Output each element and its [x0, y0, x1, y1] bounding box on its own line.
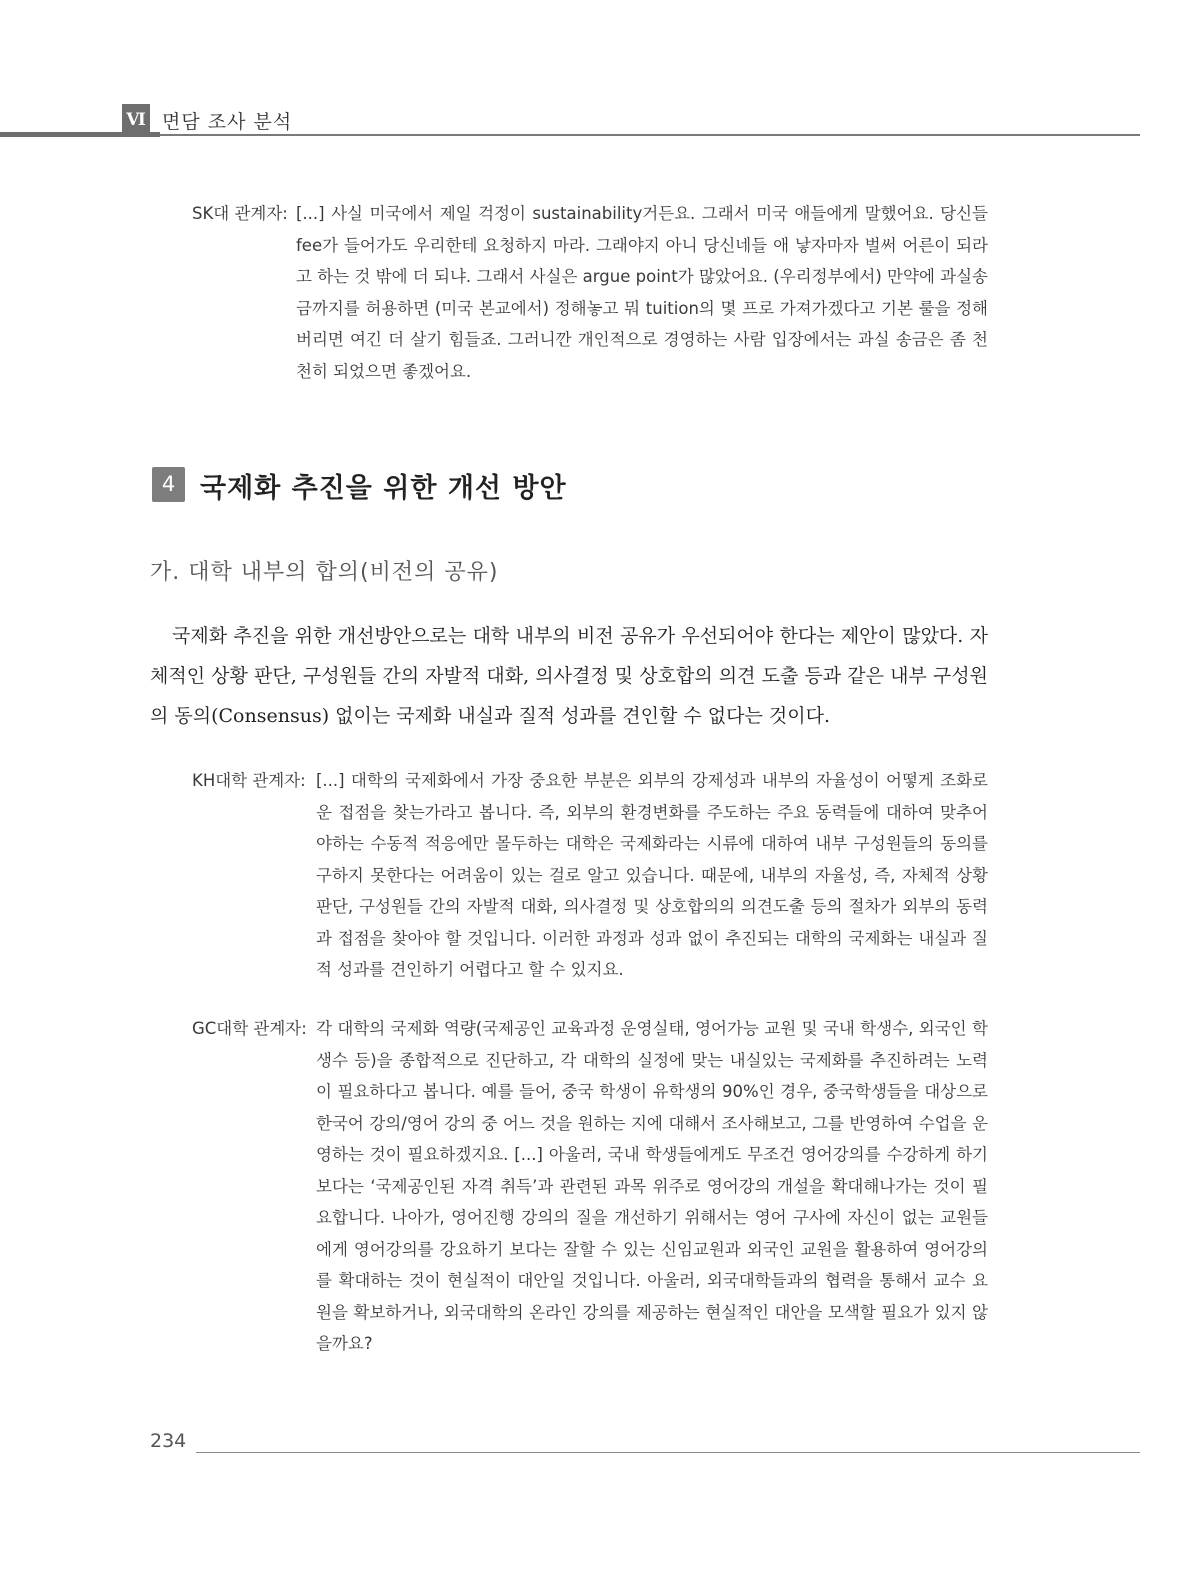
chapter-badge: Ⅵ: [122, 104, 150, 137]
speaker-label: SK대 관계자:: [192, 204, 288, 223]
interview-quote-kh: [192, 765, 988, 985]
header-rule: [0, 134, 1140, 136]
speaker-label: GC대학 관계자:: [192, 1019, 307, 1038]
interview-quote-sk: [192, 198, 988, 388]
subsection-title: 가. 대학 내부의 합의(비전의 공유): [150, 560, 499, 585]
section-number-badge: 4: [152, 467, 185, 502]
page-number: 234: [150, 1430, 187, 1452]
footer-rule: [196, 1452, 1140, 1453]
body-paragraph: 국제화 추진을 위한 개선방안으로는 대학 내부의 비전 공유가 우선되어야 한다는 제안이 많았다. 자체적인 상황 판단, 구성원들 간의 자발적 대화, 의사결정 및 상호합의 의견 도출 등과 같은 내부 구성원의 동의(Consensus) 없이는 국제화 내실과 질적 성과를 견인할 수 없다는 것이다.: [150, 625, 988, 727]
quote-text: 각 대학의 국제화 역량(국제공인 교육과정 운영실태, 영어가능 교원 및 국내 학생수, 외국인 학생수 등)을 종합적으로 진단하고, 각 대학의 실정에 맞는 내실있는 국제화를 추진하려는 노력이 필요하다고 봅니다. 예를 들어, 중국 학생이 유학생의 90%인 경우, 중국학생들을 대상으로 한국어 강의/영어 강의 중 어느 것을 원하는 지에 대해서 조사해보고, 그를 반영하여 수업을 운영하는 것이 필요하겠지요. [...] 아울러, 국내 학생들에게도 무조건 영어강의를 수강하게 하기 보다는 ‘국제공인된 자격 취득’과 관련된 과목 위주로 영어강의 개설을 확대해나가는 것이 필요합니다. 나아가, 영어진행 강의의 질을 개선하기 위해서는 영어 구사에 자신이 없는 교원들에게 영어강의를 강요하기 보다는 잘할 수 있는 신임교원과 외국인 교원을 활용하여 영어강의를 확대하는 것이 현실적이 대안일 것입니다. 아울러, 외국대학들과의 협력을 통해서 교수 요원을 확보하거나, 외국대학의 온라인 강의를 제공하는 현실적인 대안을 모색할 필요가 있지 않을까요?: [316, 1019, 988, 1353]
quote-text: [...] 사실 미국에서 제일 걱정이 sustainability거든요. 그래서 미국 애들에게 말했어요. 당신들 fee가 들어가도 우리한테 요청하지 마라. 그래야지 아니 당신네들 애 낳자마자 벌써 어른이 되라고 하는 것 밖에 더 되냐. 그래서 사실은 argue point가 많았어요. (우리정부에서) 만약에 과실송금까지를 허용하면 (미국 본교에서) 정해놓고 뭐 tuition의 몇 프로 가져가겠다고 기본 룰을 정해버리면 여긴 더 살기 힘들죠. 그러니깐 개인적으로 경영하는 사람 입장에서는 과실 송금은 좀 천천히 되었으면 좋겠어요.: [296, 204, 988, 381]
speaker-label: KH대학 관계자:: [192, 771, 306, 790]
interview-quote-gc: [192, 1013, 988, 1363]
chapter-title: 면담 조사 분석: [162, 111, 293, 133]
section-title: 국제화 추진을 위한 개선 방안: [200, 473, 567, 504]
running-header: [0, 104, 1182, 138]
quote-text: [...] 대학의 국제화에서 가장 중요한 부분은 외부의 강제성과 내부의 자율성이 어떻게 조화로운 접점을 찾는가라고 봅니다. 즉, 외부의 환경변화를 주도하는 주요 동력들에 대하여 맞추어야하는 수동적 적응에만 몰두하는 대학은 국제화라는 시류에 대하여 내부 구성원들의 동의를 구하지 못한다는 어려움이 있는 걸로 알고 있습니다. 때문에, 내부의 자율성, 즉, 자체적 상황 판단, 구성원들 간의 자발적 대화, 의사결정 및 상호합의의 의견도출 등의 절차가 외부의 동력과 접점을 찾아야 할 것입니다. 이러한 과정과 성과 없이 추진되는 대학의 국제화는 내실과 질적 성과를 견인하기 어렵다고 할 수 있지요.: [316, 771, 988, 979]
